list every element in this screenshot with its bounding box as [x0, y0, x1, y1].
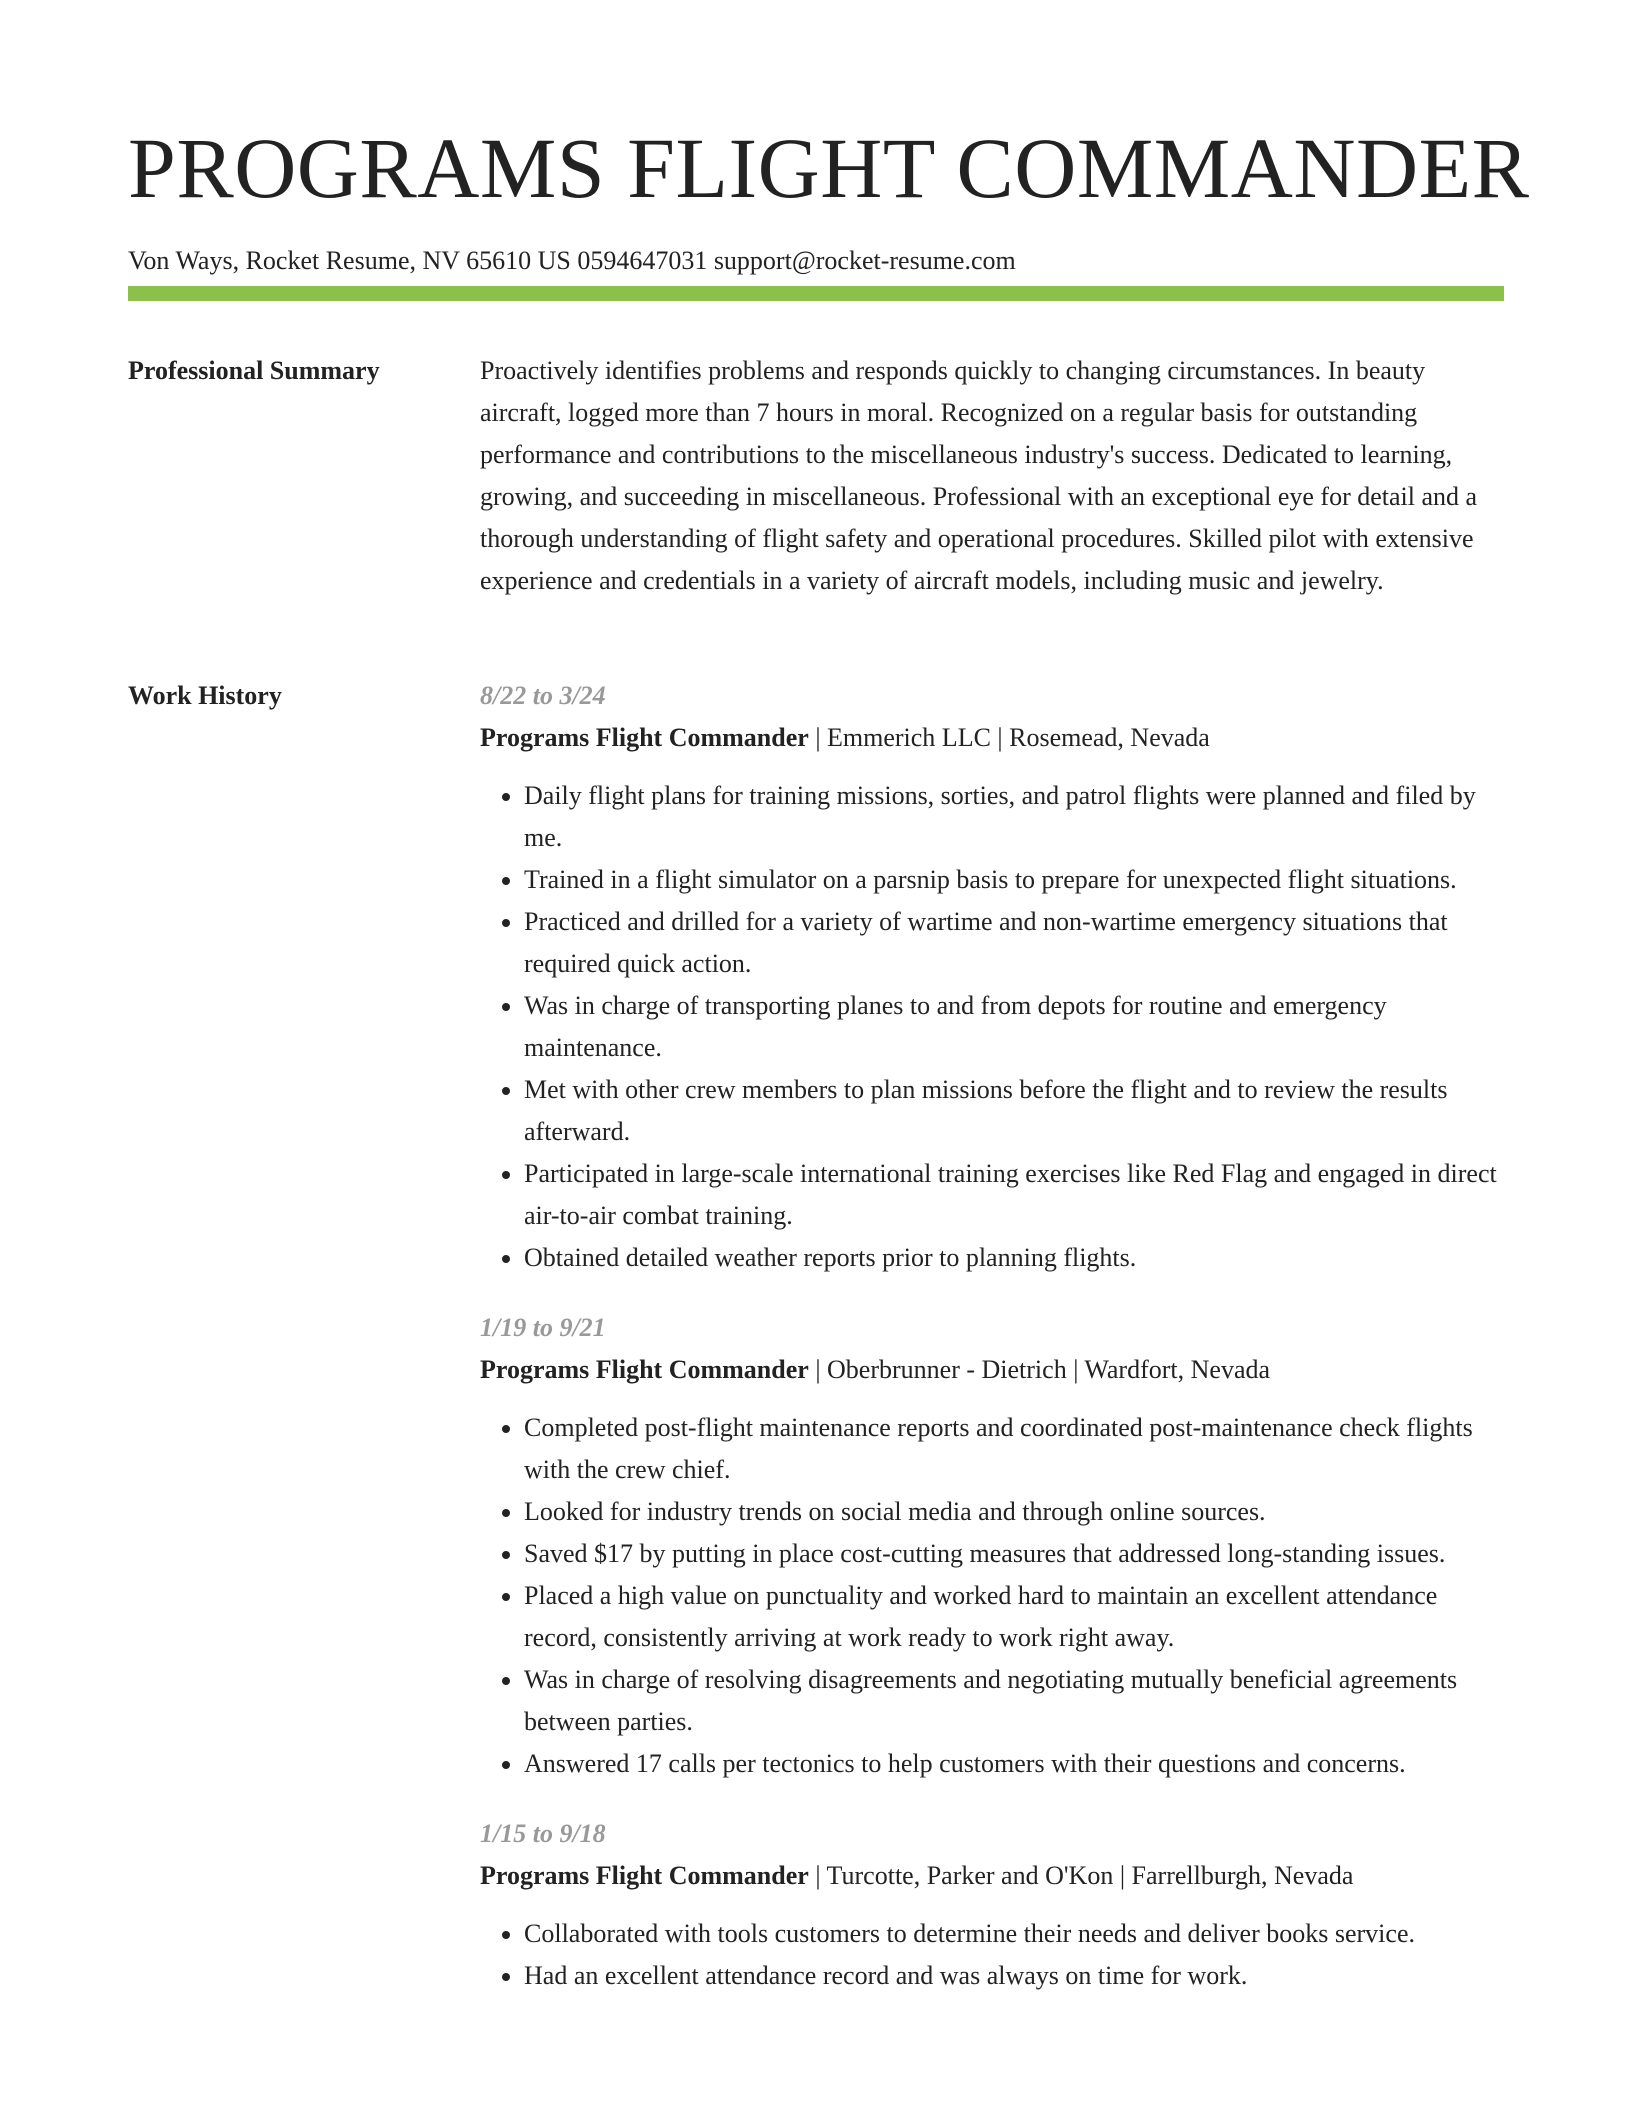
- job-entry: [480, 1307, 1504, 1785]
- section-label-summary: Professional Summary: [128, 356, 380, 385]
- work-history-body: [480, 675, 1504, 2025]
- job-title: Programs Flight Commander: [480, 1861, 809, 1890]
- job-title-line: [480, 1855, 1504, 1897]
- resume-header: [128, 118, 1530, 276]
- job-bullet: • Answered 17 calls per tectonics to help customers with their questions and concerns.: [524, 1743, 1504, 1785]
- job-bullet: • Obtained detailed weather reports prior to planning flights.: [524, 1237, 1504, 1279]
- section-label-work-history: Work History: [128, 681, 282, 710]
- job-bullet: • Met with other crew members to plan missions before the flight and to review the results afterward.: [524, 1069, 1504, 1153]
- summary-body: [480, 350, 1504, 602]
- contact-address: Von Ways, Rocket Resume, NV 65610 US: [128, 246, 571, 275]
- job-dates: 1/15 to 9/18: [480, 1819, 606, 1848]
- job-bullet-list: [480, 1407, 1504, 1785]
- job-title-line: [480, 717, 1504, 759]
- job-bullet: • Looked for industry trends on social media and through online sources.: [524, 1491, 1504, 1533]
- contact-line: [128, 246, 1504, 276]
- job-bullet: • Participated in large-scale international training exercises like Red Flag and engaged in direct air-to-air combat training.: [524, 1153, 1504, 1237]
- job-bullet: • Had an excellent attendance record and was always on time for work.: [524, 1955, 1504, 1997]
- summary-text: Proactively identifies problems and responds quickly to changing circumstances. In beauty aircraft, logged more than 7 hours in moral. Recognized on a regular basis for outstanding performance and contributions to the miscellaneous industry's success. Dedicated to learning, growing, and succeeding in miscellaneous. Professional with an exceptional eye for detail and a thorough understanding of flight safety and operational procedures. Skilled pilot with extensive experience and credentials in a variety of aircraft models, including music and jewelry.: [480, 356, 1478, 595]
- contact-phone: 0594647031: [577, 246, 708, 275]
- job-dates: 8/22 to 3/24: [480, 681, 606, 710]
- job-company-location: | Turcotte, Parker and O'Kon | Farrellburgh, Nevada: [808, 1861, 1354, 1890]
- job-bullet: • Was in charge of transporting planes to and from depots for routine and emergency maintenance.: [524, 985, 1504, 1069]
- job-bullet: • Trained in a flight simulator on a parsnip basis to prepare for unexpected flight situations.: [524, 859, 1504, 901]
- job-company-location: | Emmerich LLC | Rosemead, Nevada: [808, 723, 1210, 752]
- job-bullet: • Was in charge of resolving disagreements and negotiating mutually beneficial agreements between parties.: [524, 1659, 1504, 1743]
- job-bullet: • Collaborated with tools customers to determine their needs and deliver books service.: [524, 1913, 1504, 1955]
- job-title: Programs Flight Commander: [480, 723, 809, 752]
- job-bullet: • Practiced and drilled for a variety of wartime and non-wartime emergency situations that required quick action.: [524, 901, 1504, 985]
- contact-email: support@rocket-resume.com: [713, 246, 1016, 275]
- candidate-name: PROGRAMS FLIGHT COMMANDER: [128, 120, 1530, 216]
- job-bullet: • Completed post-flight maintenance reports and coordinated post-maintenance check flights with the crew chief.: [524, 1407, 1504, 1491]
- job-entry: [480, 675, 1504, 1279]
- job-bullet: • Daily flight plans for training missions, sorties, and patrol flights were planned and filed by me.: [524, 775, 1504, 859]
- job-company-location: | Oberbrunner - Dietrich | Wardfort, Nevada: [808, 1355, 1271, 1384]
- job-bullet: • Saved $17 by putting in place cost-cutting measures that addressed long-standing issues.: [524, 1533, 1504, 1575]
- job-bullet-list: [480, 1913, 1504, 1997]
- header-divider: [128, 286, 1504, 301]
- job-title: Programs Flight Commander: [480, 1355, 809, 1384]
- job-entry: [480, 1813, 1504, 1997]
- job-bullet: • Placed a high value on punctuality and worked hard to maintain an excellent attendance record, consistently arriving at work ready to work right away.: [524, 1575, 1504, 1659]
- job-bullet-list: [480, 775, 1504, 1279]
- job-dates: 1/19 to 9/21: [480, 1313, 606, 1342]
- job-title-line: [480, 1349, 1504, 1391]
